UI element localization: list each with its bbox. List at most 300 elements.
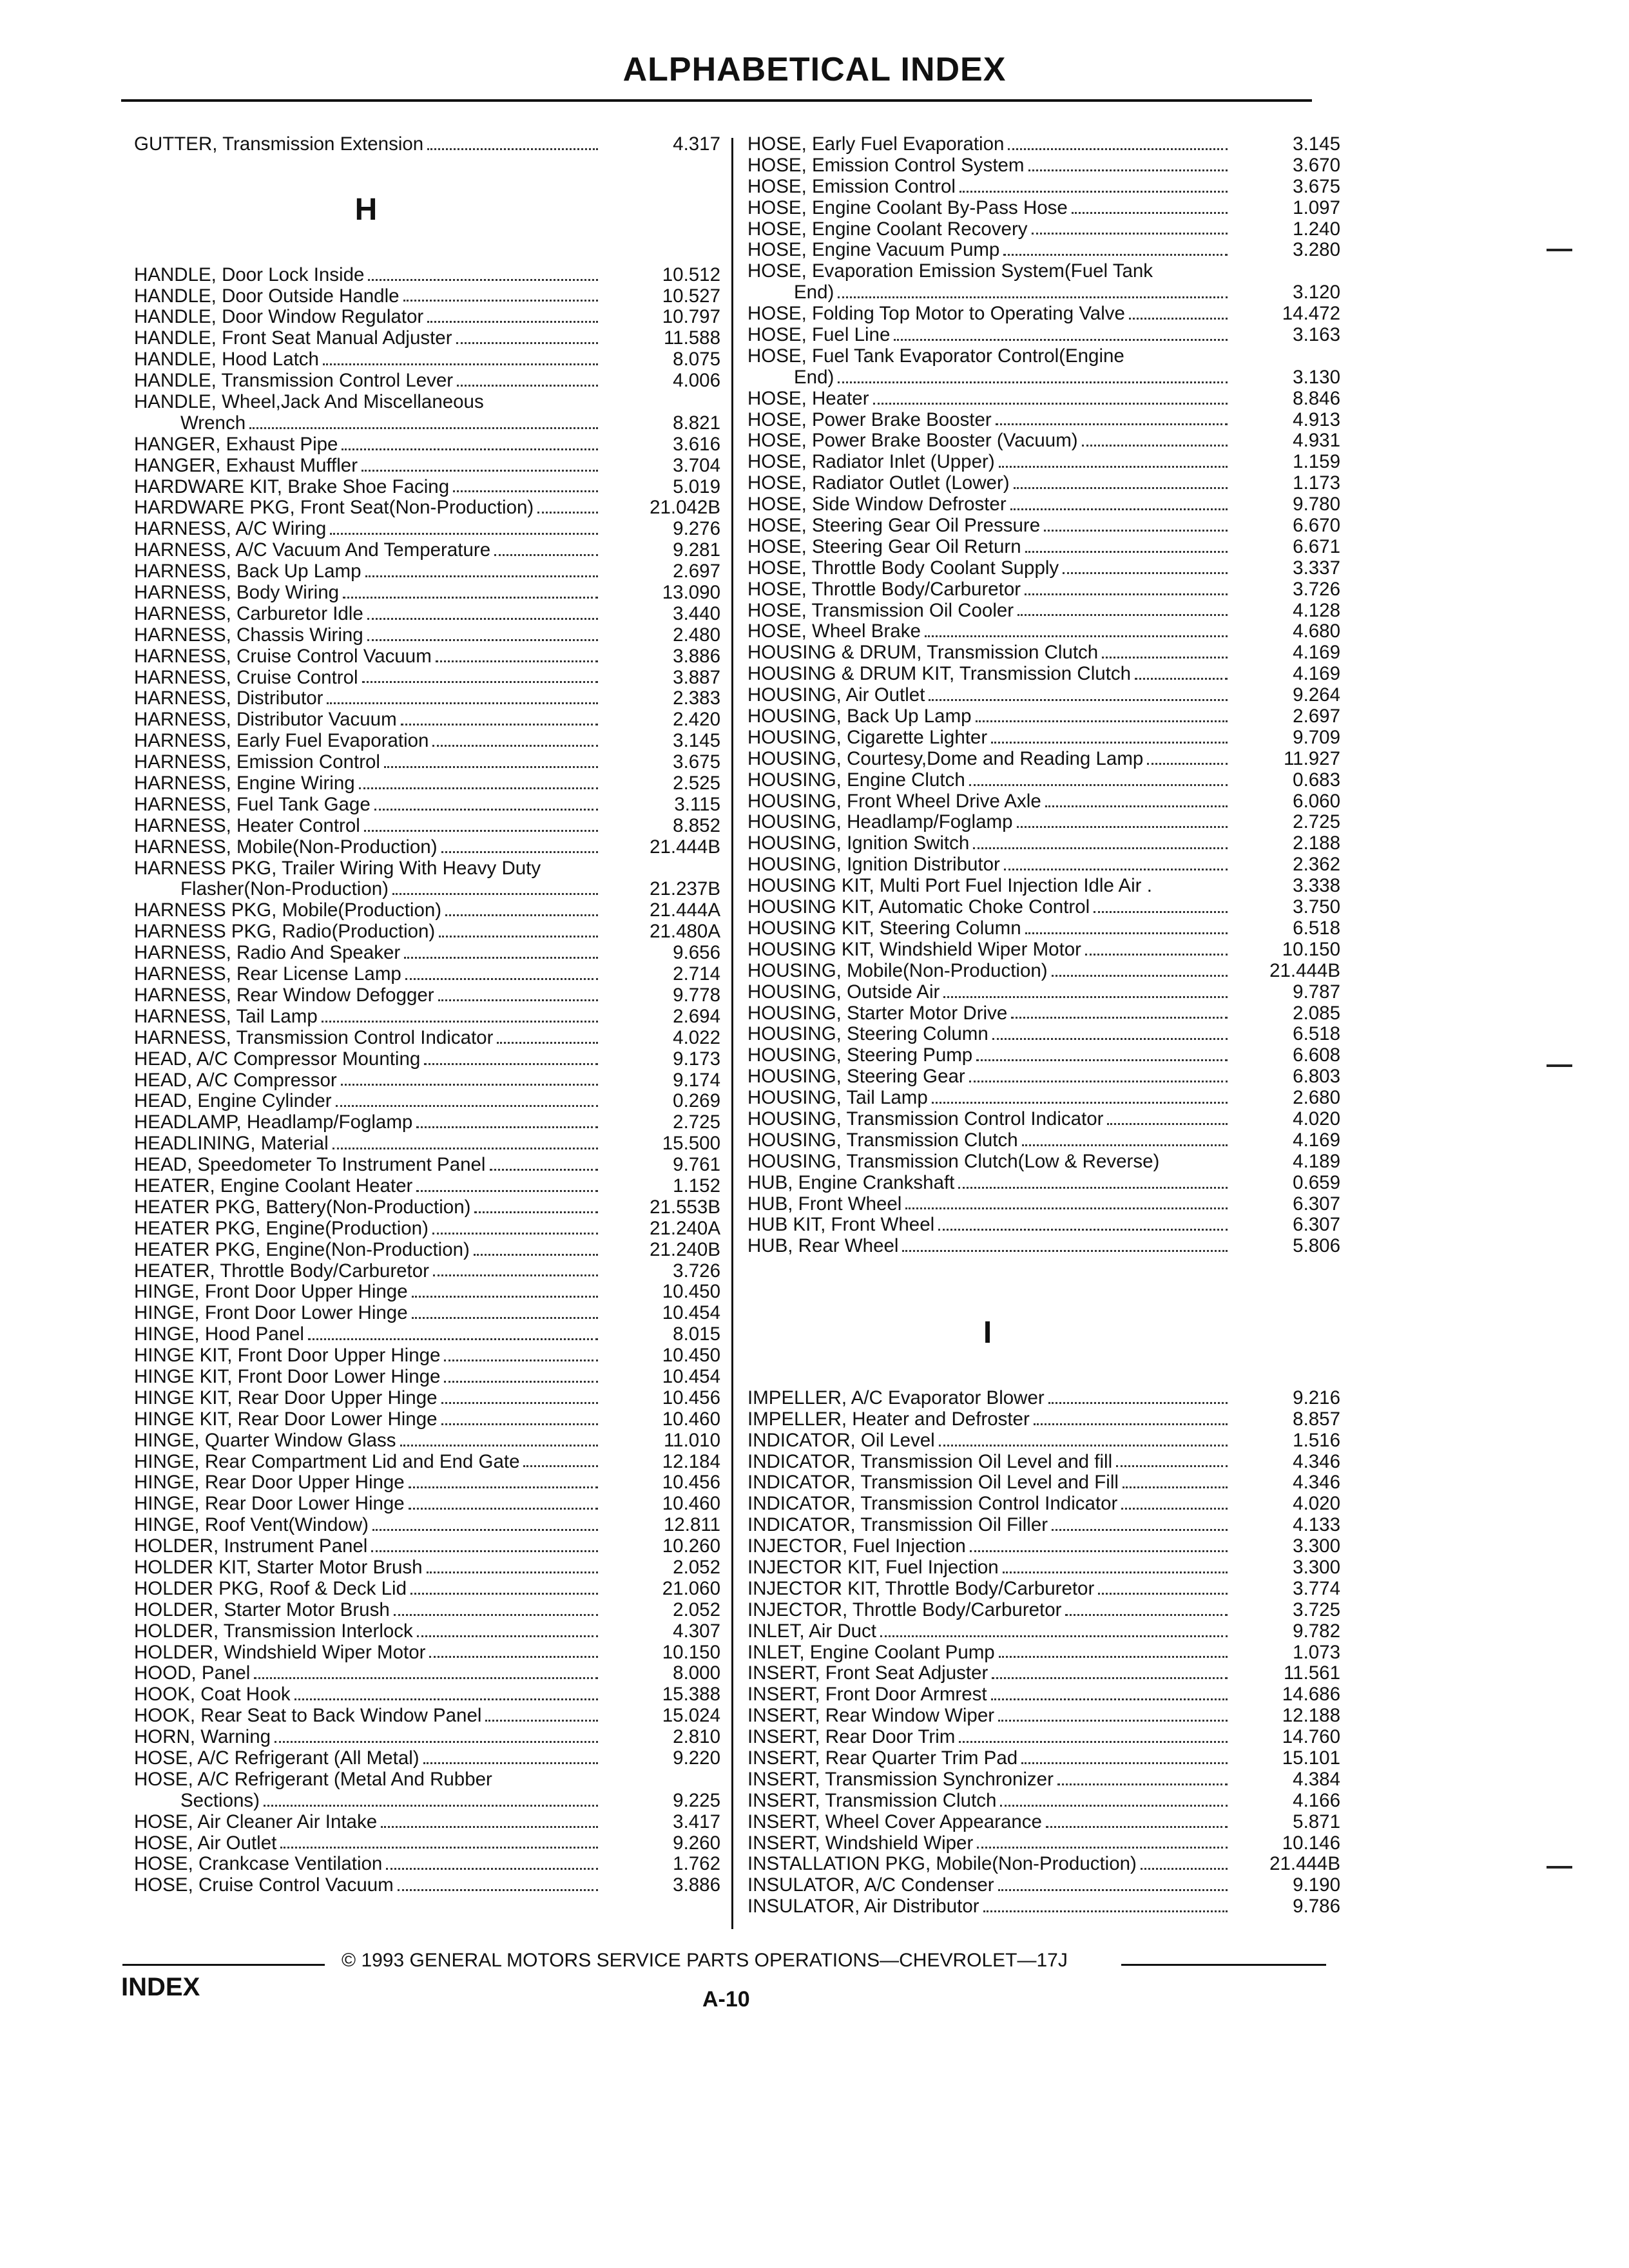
- entry-name: HEATER PKG, Engine(Non-Production): [134, 1238, 470, 1260]
- entry-name: HOSE, Engine Vacuum Pump: [747, 239, 1000, 261]
- entry-name: HEADLAMP, Headlamp/Foglamp: [134, 1111, 413, 1133]
- entry-page-reference: 21.553B: [650, 1196, 720, 1218]
- dot-leader: [327, 702, 598, 704]
- entry-name: HOSE, Engine Coolant Recovery: [747, 218, 1028, 240]
- dot-leader: [308, 1338, 598, 1340]
- entry-page-reference: 1.152: [673, 1175, 720, 1196]
- dot-leader: [424, 1063, 598, 1065]
- entry-page-reference: 1.240: [1293, 218, 1340, 240]
- entry-page-reference: 9.225: [673, 1789, 720, 1811]
- index-entry: [134, 1049, 720, 1070]
- dot-leader: [341, 1084, 598, 1086]
- index-entry: [747, 177, 1340, 198]
- entry-name: GUTTER, Transmission Extension: [134, 133, 424, 155]
- index-entry: [747, 515, 1340, 537]
- entry-name: HOSE, Power Brake Booster: [747, 408, 992, 430]
- entry-page-reference: 4.020: [1293, 1108, 1340, 1129]
- index-entry: [747, 621, 1340, 642]
- entry-name: HOSE, Heater: [747, 387, 869, 409]
- entry-name: HEADLINING, Material: [134, 1133, 329, 1155]
- entry-page-reference: 8.015: [673, 1323, 720, 1345]
- dot-leader: [386, 1868, 598, 1870]
- entry-page-reference: 21.240A: [650, 1217, 720, 1239]
- entry-name: HEATER, Engine Coolant Heater: [134, 1175, 413, 1196]
- header-rule: [121, 99, 1312, 102]
- entry-page-reference: 9.780: [1293, 494, 1340, 515]
- entry-name: HOSE, Power Brake Booster (Vacuum): [747, 430, 1078, 452]
- entry-name: INDICATOR, Transmission Control Indicator: [747, 1493, 1118, 1515]
- entry-page-reference: 3.417: [673, 1811, 720, 1832]
- dot-leader: [444, 1360, 598, 1361]
- entry-page-reference: 9.276: [673, 518, 720, 540]
- index-entry: [134, 434, 720, 456]
- dot-leader: [1102, 657, 1228, 658]
- entry-name: HOUSING, Engine Clutch: [747, 769, 965, 791]
- entry-page-reference: 9.786: [1293, 1896, 1340, 1917]
- entry-name: HOSE, Side Window Defroster: [747, 494, 1007, 515]
- dot-leader: [976, 1059, 1228, 1061]
- entry-name: HOSE, Transmission Oil Cooler: [747, 599, 1014, 621]
- entry-name: HEATER, Throttle Body/Carburetor: [134, 1260, 429, 1282]
- entry-page-reference: 9.260: [673, 1832, 720, 1854]
- dot-leader: [973, 847, 1228, 849]
- dot-leader: [342, 448, 598, 450]
- dot-leader: [494, 554, 598, 556]
- entry-name: HARNESS, Cruise Control: [134, 666, 358, 688]
- dot-leader: [1094, 911, 1228, 913]
- index-entry: [747, 494, 1340, 515]
- dot-leader: [392, 893, 598, 895]
- index-entry: [747, 282, 1340, 303]
- dot-leader: [999, 1656, 1228, 1658]
- index-entry: [747, 558, 1340, 579]
- footer-rule-right: [1121, 1964, 1326, 1966]
- index-entry: [134, 1452, 720, 1473]
- entry-page-reference: 3.337: [1293, 557, 1340, 579]
- dot-leader: [1135, 678, 1228, 680]
- entry-page-reference: 8.857: [1293, 1408, 1340, 1430]
- index-entry: [747, 1388, 1340, 1409]
- dot-leader: [432, 1233, 598, 1235]
- dot-leader: [983, 1910, 1228, 1912]
- dot-leader: [398, 1889, 598, 1891]
- entry-name: HOUSING, Steering Column: [747, 1023, 988, 1045]
- index-entry: [747, 1875, 1340, 1896]
- entry-page-reference: 6.803: [1293, 1066, 1340, 1088]
- index-entry-continued: [747, 261, 1340, 282]
- copyright-notice: © 1993 GENERAL MOTORS SERVICE PARTS OPERATIONS—CHEVROLET—17J: [342, 1950, 1068, 1971]
- index-entry: [134, 1367, 720, 1388]
- dot-leader: [453, 490, 598, 492]
- dot-leader: [1000, 1805, 1228, 1807]
- entry-name: HARNESS, Carburetor Idle: [134, 602, 363, 624]
- dot-leader: [429, 1656, 598, 1658]
- entry-name: HARNESS, A/C Wiring: [134, 518, 327, 540]
- entry-page-reference: 12.188: [1282, 1705, 1340, 1727]
- dot-leader: [1022, 1144, 1228, 1146]
- entry-name: HOSE, Cruise Control Vacuum: [134, 1874, 394, 1896]
- entry-page-reference: 10.456: [662, 1387, 720, 1408]
- entry-page-reference: 1.762: [673, 1853, 720, 1875]
- entry-name: HARNESS, A/C Vacuum And Temperature: [134, 539, 491, 561]
- entry-name: HOLDER PKG, Roof & Deck Lid: [134, 1577, 407, 1599]
- index-entry: [134, 688, 720, 709]
- entry-page-reference: 2.697: [673, 561, 720, 582]
- entry-page-reference: 5.806: [1293, 1235, 1340, 1257]
- index-entry: [747, 473, 1340, 494]
- entry-name: HINGE, Hood Panel: [134, 1323, 304, 1345]
- entry-page-reference: 10.150: [1282, 938, 1340, 960]
- index-entry-continued: [134, 1769, 720, 1791]
- dot-leader: [1025, 593, 1228, 595]
- index-entry: [747, 1748, 1340, 1769]
- entry-page-reference: 9.190: [1293, 1874, 1340, 1896]
- dot-leader: [371, 1550, 598, 1552]
- entry-page-reference: 3.163: [1293, 324, 1340, 345]
- entry-name: HOUSING, Air Outlet: [747, 684, 925, 706]
- index-entry: [134, 519, 720, 540]
- dot-leader: [416, 1190, 598, 1192]
- entry-page-reference: 8.846: [1293, 387, 1340, 409]
- index-entry: [747, 601, 1340, 622]
- entry-name: HUB, Engine Crankshaft: [747, 1171, 955, 1193]
- entry-page-reference: 3.300: [1293, 1535, 1340, 1557]
- entry-page-reference: 15.024: [662, 1705, 720, 1727]
- entry-page-reference: 3.886: [673, 1874, 720, 1896]
- index-entry: [747, 727, 1340, 749]
- entry-name: INSULATOR, Air Distributor: [747, 1896, 979, 1917]
- entry-name: HEAD, A/C Compressor Mounting: [134, 1048, 421, 1070]
- index-entry: [134, 837, 720, 858]
- index-entry: [134, 1472, 720, 1494]
- index-entry: [747, 1727, 1340, 1748]
- index-entry: [747, 1452, 1340, 1473]
- index-entry: [134, 773, 720, 794]
- dot-leader: [433, 1274, 598, 1276]
- dot-leader: [436, 660, 598, 662]
- dot-leader: [1025, 932, 1228, 934]
- scan-mark: [1547, 1866, 1572, 1869]
- entry-name: End): [794, 282, 834, 303]
- entry-page-reference: 6.671: [1293, 535, 1340, 557]
- index-entry: [747, 897, 1340, 918]
- entry-page-reference: 2.052: [673, 1599, 720, 1620]
- dot-leader: [1121, 1508, 1228, 1510]
- entry-name: HOUSING KIT, Multi Port Fuel Injection Idle Air .: [747, 875, 1152, 897]
- entry-name: HINGE KIT, Rear Door Upper Hinge: [134, 1387, 438, 1408]
- index-entry: [134, 1663, 720, 1684]
- dot-leader: [1072, 212, 1228, 214]
- dot-leader: [1045, 805, 1228, 807]
- index-entry: [134, 1579, 720, 1600]
- dot-leader: [1017, 826, 1228, 828]
- index-entry: [747, 1130, 1340, 1151]
- index-entry: [747, 706, 1340, 727]
- dot-leader: [438, 999, 598, 1001]
- dot-leader: [444, 1381, 598, 1383]
- index-entry: [747, 579, 1340, 601]
- entry-page-reference: 6.307: [1293, 1193, 1340, 1215]
- entry-page-reference: 3.616: [673, 433, 720, 455]
- dot-leader: [343, 597, 598, 599]
- index-entry: [747, 134, 1340, 155]
- entry-page-reference: 9.220: [673, 1747, 720, 1769]
- entry-page-reference: 12.811: [663, 1514, 720, 1536]
- entry-name: HARNESS PKG, Trailer Wiring With Heavy Duty: [134, 857, 541, 879]
- index-entry: [134, 943, 720, 964]
- entry-name: HARNESS PKG, Mobile(Production): [134, 899, 442, 921]
- entry-name: HOUSING KIT, Windshield Wiper Motor: [747, 938, 1082, 960]
- entry-name: HUB KIT, Front Wheel: [747, 1214, 935, 1236]
- dot-leader: [905, 1207, 1228, 1209]
- entry-name: HARNESS, Rear Window Defogger: [134, 984, 434, 1006]
- scan-mark: [1547, 249, 1572, 251]
- index-entry: [747, 1109, 1340, 1130]
- entry-name: HANDLE, Door Window Regulator: [134, 306, 424, 328]
- index-entry: [747, 325, 1340, 346]
- entry-page-reference: 9.174: [673, 1069, 720, 1091]
- entry-name: INLET, Engine Coolant Pump: [747, 1641, 995, 1663]
- dot-leader: [1107, 1123, 1228, 1125]
- index-entry: [747, 1621, 1340, 1642]
- entry-name: HARNESS, Rear License Lamp: [134, 963, 401, 985]
- entry-name: HOSE, Emission Control System: [747, 154, 1025, 176]
- dot-leader: [412, 1317, 598, 1319]
- dot-leader: [405, 978, 598, 980]
- entry-page-reference: 1.073: [1293, 1641, 1340, 1663]
- entry-page-reference: 3.145: [673, 730, 720, 752]
- entry-page-reference: 15.500: [662, 1133, 720, 1155]
- entry-name: HANDLE, Door Lock Inside: [134, 264, 365, 285]
- index-entry: [134, 1557, 720, 1579]
- index-entry: [134, 370, 720, 392]
- index-entry: [747, 1236, 1340, 1257]
- entry-page-reference: 4.169: [1293, 663, 1340, 685]
- dot-leader: [1011, 1017, 1228, 1019]
- entry-page-reference: 4.166: [1293, 1789, 1340, 1811]
- index-entry: [134, 1494, 720, 1515]
- index-entry: [134, 1642, 720, 1664]
- dot-leader: [322, 1021, 598, 1023]
- index-entry: [747, 430, 1340, 452]
- dot-leader: [457, 385, 598, 387]
- entry-name: HARNESS, Tail Lamp: [134, 1005, 318, 1027]
- dot-leader: [1057, 1783, 1228, 1785]
- entry-page-reference: 6.518: [1293, 1023, 1340, 1045]
- dot-leader: [474, 1211, 598, 1213]
- entry-page-reference: 10.450: [662, 1345, 720, 1367]
- dot-leader: [427, 321, 598, 323]
- dot-leader: [1008, 148, 1228, 150]
- footer-rule-left: [122, 1964, 325, 1966]
- dot-leader: [432, 745, 598, 747]
- entry-page-reference: 6.608: [1293, 1044, 1340, 1066]
- entry-name: HARNESS, Mobile(Non-Production): [134, 836, 438, 858]
- index-entry: [747, 812, 1340, 834]
- index-entry: [747, 1409, 1340, 1430]
- blank-line: [134, 244, 720, 265]
- index-entry: [134, 1812, 720, 1833]
- entry-name: HOUSING, Mobile(Non-Production): [747, 959, 1048, 981]
- entry-page-reference: 3.145: [1293, 133, 1340, 155]
- index-entry: [747, 1045, 1340, 1066]
- index-column-left: [134, 134, 720, 1896]
- index-entry: [134, 900, 720, 921]
- entry-name: HANDLE, Door Outside Handle: [134, 285, 400, 307]
- index-entry: [134, 1409, 720, 1430]
- index-entry: [747, 918, 1340, 939]
- index-entry: [747, 1088, 1340, 1109]
- entry-name: HOOK, Coat Hook: [134, 1684, 291, 1706]
- dot-leader: [1082, 445, 1228, 447]
- index-entry: [134, 349, 720, 370]
- entry-name: Wrench: [180, 412, 246, 434]
- entry-page-reference: 10.527: [662, 285, 720, 307]
- entry-name: INSERT, Transmission Clutch: [747, 1789, 997, 1811]
- index-entry: [134, 879, 720, 901]
- entry-page-reference: 3.704: [673, 454, 720, 476]
- entry-name: HEATER PKG, Engine(Production): [134, 1217, 429, 1239]
- entry-page-reference: 0.659: [1293, 1171, 1340, 1193]
- entry-page-reference: 13.090: [662, 582, 720, 604]
- index-entry: [134, 265, 720, 286]
- dot-leader: [970, 1550, 1228, 1552]
- dot-leader: [991, 1698, 1228, 1700]
- entry-name: Flasher(Non-Production): [180, 878, 389, 900]
- entry-name: HARDWARE PKG, Front Seat(Non-Production): [134, 497, 534, 519]
- entry-name: HOSE, Radiator Inlet (Upper): [747, 451, 995, 473]
- dot-leader: [1129, 318, 1228, 320]
- entry-name: INSERT, Front Seat Adjuster: [747, 1662, 988, 1684]
- entry-page-reference: 15.101: [1282, 1747, 1340, 1769]
- entry-page-reference: 1.097: [1293, 197, 1340, 218]
- entry-page-reference: 1.516: [1293, 1429, 1340, 1451]
- dot-leader: [929, 699, 1228, 701]
- entry-name: HOLDER KIT, Starter Motor Brush: [134, 1556, 423, 1578]
- index-entry: [134, 456, 720, 477]
- entry-page-reference: 2.694: [673, 1005, 720, 1027]
- index-entry: [134, 1515, 720, 1536]
- entry-name: HARNESS, Cruise Control Vacuum: [134, 645, 432, 667]
- entry-page-reference: 8.821: [673, 412, 720, 434]
- dot-leader: [943, 996, 1228, 998]
- index-entry: [134, 1345, 720, 1367]
- entry-name: HOSE, Throttle Body Coolant Supply: [747, 557, 1059, 579]
- entry-name: HEAD, A/C Compressor: [134, 1069, 337, 1091]
- index-entry: [747, 939, 1340, 961]
- index-entry: [134, 1218, 720, 1240]
- index-entry: [747, 155, 1340, 177]
- index-entry: [134, 1240, 720, 1261]
- dot-leader: [417, 1635, 598, 1637]
- entry-page-reference: 0.269: [673, 1090, 720, 1112]
- entry-page-reference: 6.670: [1293, 515, 1340, 537]
- entry-page-reference: 11.588: [663, 327, 720, 349]
- entry-page-reference: 10.450: [662, 1281, 720, 1303]
- index-entry: [134, 134, 720, 155]
- dot-leader: [1014, 487, 1228, 489]
- dot-leader: [336, 1105, 598, 1107]
- entry-page-reference: 2.362: [1293, 854, 1340, 876]
- index-entry: [747, 1066, 1340, 1088]
- entry-page-reference: 11.927: [1283, 747, 1340, 769]
- dot-leader: [998, 1720, 1228, 1722]
- index-entry: [747, 389, 1340, 410]
- dot-leader: [1010, 508, 1228, 510]
- index-entry: [134, 1176, 720, 1197]
- dot-leader: [441, 1402, 598, 1404]
- index-entry: [747, 1854, 1340, 1875]
- entry-name: INJECTOR, Throttle Body/Carburetor: [747, 1599, 1062, 1620]
- entry-name: HOLDER, Transmission Interlock: [134, 1620, 413, 1642]
- entry-page-reference: 10.454: [662, 1365, 720, 1387]
- entry-name: IMPELLER, Heater and Defroster: [747, 1408, 1030, 1430]
- index-entry: [134, 561, 720, 582]
- entry-name: HOUSING, Front Wheel Drive Axle: [747, 790, 1041, 812]
- dot-leader: [427, 1571, 598, 1573]
- dot-leader: [996, 423, 1228, 425]
- dot-leader: [1003, 254, 1228, 256]
- entry-page-reference: 4.346: [1293, 1472, 1340, 1494]
- index-entry: [747, 1215, 1340, 1236]
- dot-leader: [838, 381, 1228, 383]
- entry-page-reference: 4.317: [673, 133, 720, 155]
- entry-page-reference: 4.384: [1293, 1768, 1340, 1790]
- entry-name: HARNESS, Emission Control: [134, 751, 380, 773]
- index-entry: [747, 1600, 1340, 1621]
- entry-name: HOSE, Evaporation Emission System(Fuel Tank: [747, 260, 1153, 282]
- entry-page-reference: 3.726: [673, 1260, 720, 1282]
- index-entry: [134, 1833, 720, 1854]
- entry-page-reference: 21.444B: [1269, 1853, 1340, 1875]
- index-entry: [747, 1472, 1340, 1494]
- entry-page-reference: 21.060: [662, 1577, 720, 1599]
- dot-leader: [1052, 975, 1228, 977]
- entry-name: HARNESS, Body Wiring: [134, 582, 340, 604]
- dot-leader: [976, 720, 1228, 722]
- entry-name: HOUSING, Courtesy,Dome and Reading Lamp: [747, 747, 1144, 769]
- dot-leader: [367, 618, 598, 620]
- dot-leader: [998, 1889, 1228, 1891]
- entry-page-reference: 3.120: [1293, 282, 1340, 303]
- entry-page-reference: 3.130: [1293, 366, 1340, 388]
- entry-page-reference: 4.189: [1293, 1150, 1340, 1172]
- index-entry: [134, 625, 720, 646]
- entry-name: HOSE, Radiator Outlet (Lower): [747, 472, 1010, 494]
- dot-leader: [992, 1038, 1228, 1040]
- entry-page-reference: 4.913: [1293, 408, 1340, 430]
- entry-page-reference: 0.683: [1293, 769, 1340, 791]
- dot-leader: [404, 957, 598, 959]
- dot-leader: [275, 1741, 598, 1743]
- dot-leader: [1032, 233, 1228, 235]
- entry-name: HARNESS, Transmission Control Indicator: [134, 1026, 494, 1048]
- entry-name: HINGE, Quarter Window Glass: [134, 1429, 396, 1451]
- entry-page-reference: 9.778: [673, 984, 720, 1006]
- index-entry: [134, 1706, 720, 1727]
- entry-name: INSERT, Wheel Cover Appearance: [747, 1811, 1042, 1832]
- entry-page-reference: 2.188: [1293, 832, 1340, 854]
- index-entry: [747, 642, 1340, 664]
- entry-name: INSULATOR, A/C Condenser: [747, 1874, 994, 1896]
- index-entry: [747, 1003, 1340, 1024]
- entry-name: HOUSING, Steering Gear: [747, 1066, 965, 1088]
- dot-leader: [364, 830, 598, 832]
- entry-page-reference: 3.725: [1293, 1599, 1340, 1620]
- index-entry: [134, 1748, 720, 1769]
- entry-page-reference: 3.726: [1293, 578, 1340, 600]
- entry-page-reference: 8.852: [673, 814, 720, 836]
